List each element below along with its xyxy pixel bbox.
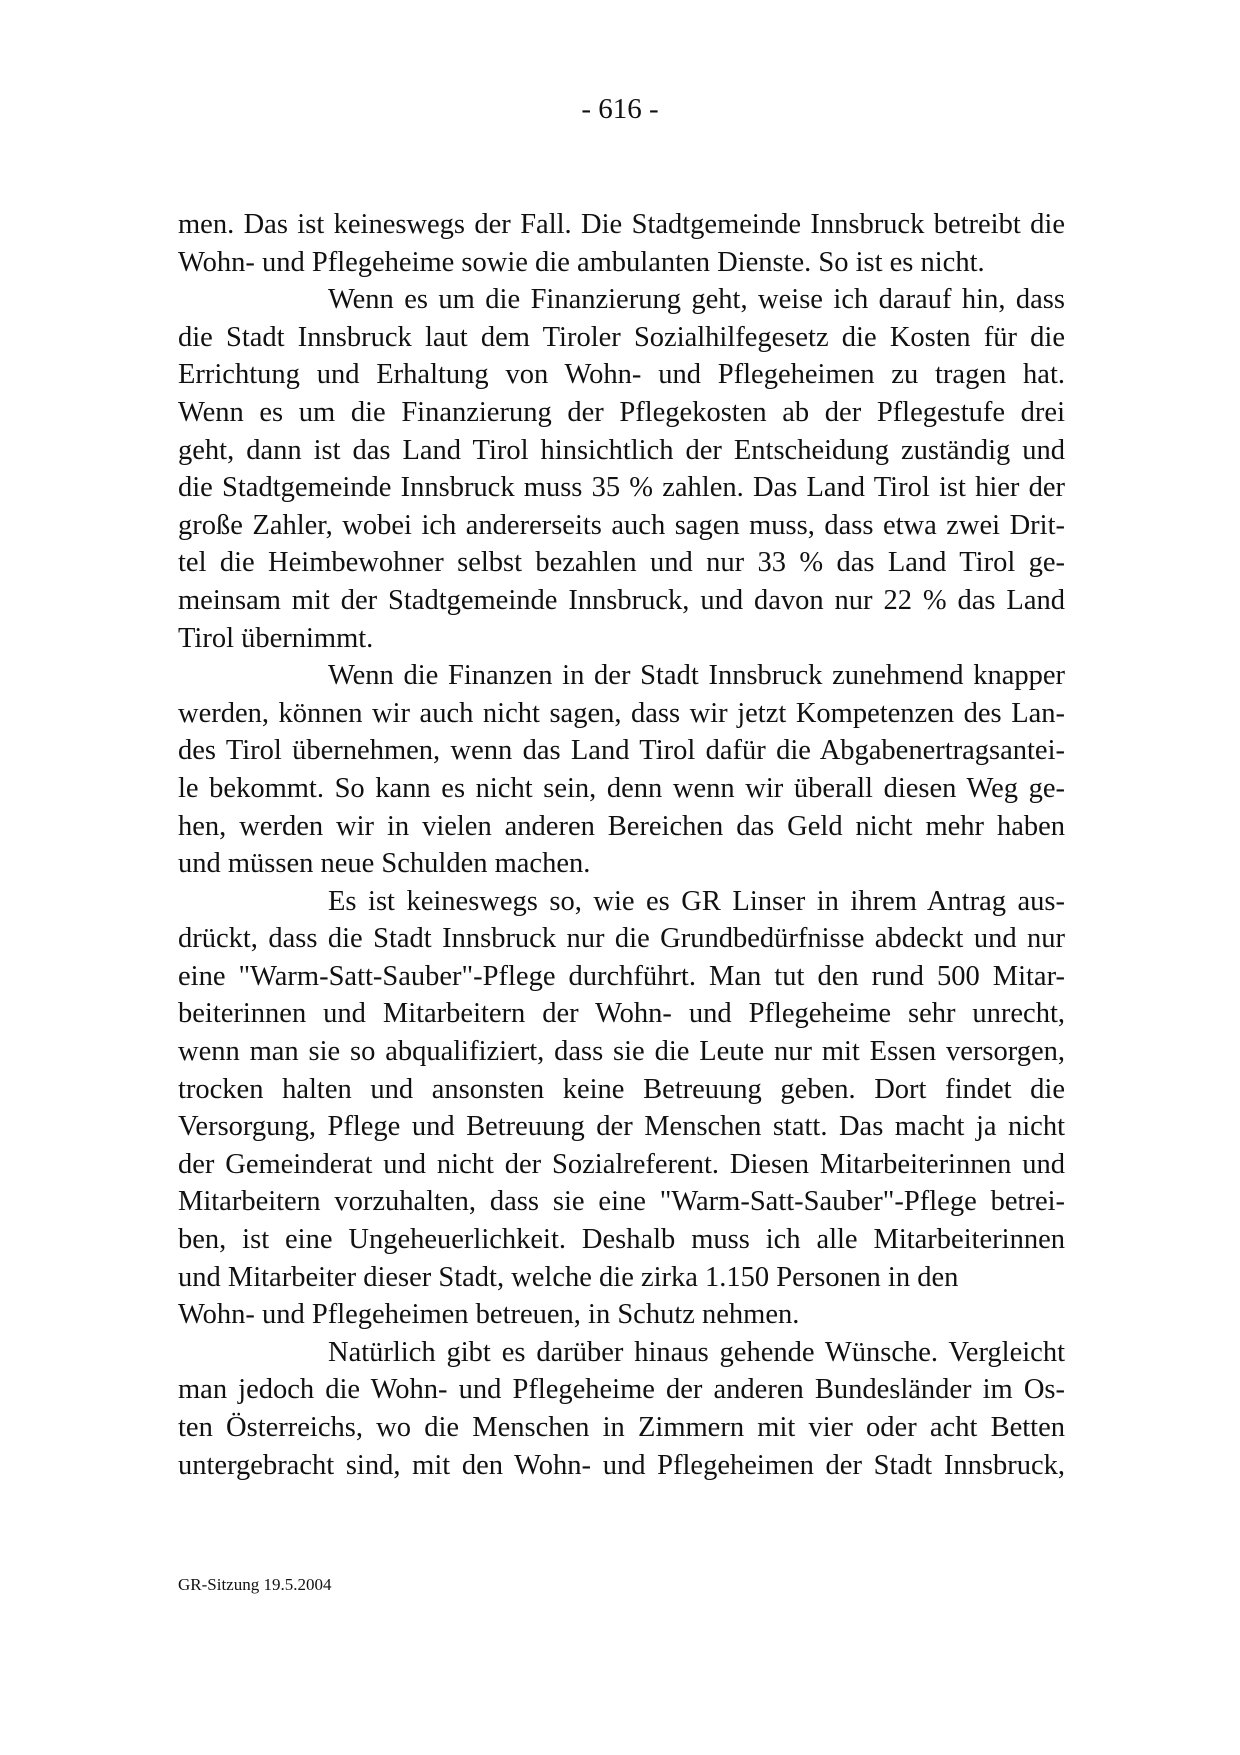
text-line: werden, können wir auch nicht sagen, dass wir jetzt Kompetenzen des Lan- [178, 697, 1065, 729]
text-line: ten Österreichs, wo die Menschen in Zimmern mit vier oder acht Betten [178, 1412, 1065, 1443]
text-line: wenn man sie so abqualifiziert, dass sie die Leute nur mit Essen versorgen, [178, 1036, 1065, 1068]
body-text [178, 206, 1065, 1484]
text-line: große Zahler, wobei ich andererseits auch sagen muss, dass etwa zwei Drit- [178, 509, 1065, 541]
text-line: Wenn es um die Finanzierung der Pflegekosten ab der Pflegestufe drei [178, 396, 1065, 428]
text-line: Wohn- und Pflegeheimen betreuen, in Schutz nehmen. [178, 1299, 800, 1331]
text-line: und müssen neue Schulden machen. [178, 848, 591, 880]
text-line: beiterinnen und Mitarbeitern der Wohn- und Pflegeheime sehr unrecht, [178, 998, 1065, 1030]
text-line: hen, werden wir in vielen anderen Bereichen das Geld nicht mehr haben [178, 810, 1065, 842]
text-line: men. Das ist keineswegs der Fall. Die Stadtgemeinde Innsbruck betreibt die [178, 209, 1065, 240]
paragraph-start-line: Es ist keineswegs so, wie es GR Linser in ihrem Antrag aus- [328, 885, 1065, 917]
text-line: die Stadt Innsbruck laut dem Tiroler Sozialhilfegesetz die Kosten für die [178, 321, 1065, 353]
text-line: tel die Heimbewohner selbst bezahlen und nur 33 % das Land Tirol ge- [178, 547, 1065, 579]
text-line: eine "Warm-Satt-Sauber"-Pflege durchführt. Man tut den rund 500 Mitar- [178, 960, 1065, 992]
text-line: drückt, dass die Stadt Innsbruck nur die Grundbedürfnisse abdeckt und nur [178, 923, 1065, 955]
text-line: und Mitarbeiter dieser Stadt, welche die zirka 1.150 Personen in den [178, 1261, 959, 1293]
text-line: der Gemeinderat und nicht der Sozialreferent. Diesen Mitarbeiterinnen und [178, 1148, 1065, 1180]
text-line: le bekommt. So kann es nicht sein, denn wenn wir überall diesen Weg ge- [178, 772, 1065, 804]
paragraph-start-line: Natürlich gibt es darüber hinaus gehende Wünsche. Vergleicht [328, 1336, 1065, 1368]
text-line: meinsam mit der Stadtgemeinde Innsbruck, und davon nur 22 % das Land [178, 584, 1065, 616]
text-line: die Stadtgemeinde Innsbruck muss 35 % zahlen. Das Land Tirol ist hier der [178, 472, 1065, 504]
text-line: des Tirol übernehmen, wenn das Land Tirol dafür die Abgabenertragsantei- [178, 735, 1065, 767]
text-line: Tirol übernimmt. [178, 622, 374, 654]
paragraph-start-line: Wenn es um die Finanzierung geht, weise ich darauf hin, dass [328, 284, 1065, 316]
footer-session-date: GR-Sitzung 19.5.2004 [178, 1575, 332, 1594]
text-line: Errichtung und Erhaltung von Wohn- und Pflegeheimen zu tragen hat. [178, 359, 1065, 391]
text-line: Versorgung, Pflege und Betreuung der Menschen statt. Das macht ja nicht [178, 1111, 1065, 1143]
text-line: Mitarbeitern vorzuhalten, dass sie eine "Warm-Satt-Sauber"-Pflege betrei- [178, 1186, 1065, 1218]
text-line: trocken halten und ansonsten keine Betreuung geben. Dort findet die [178, 1073, 1065, 1105]
text-line: untergebracht sind, mit den Wohn- und Pflegeheimen der Stadt Innsbruck, [178, 1449, 1065, 1481]
paragraph-start-line: Wenn die Finanzen in der Stadt Innsbruck zunehmend knapper [328, 660, 1065, 692]
page-number: - 616 - [581, 93, 659, 125]
text-line: Wohn- und Pflegeheime sowie die ambulanten Dienste. So ist es nicht. [178, 246, 985, 278]
text-line: man jedoch die Wohn- und Pflegeheime der anderen Bundesländer im Os- [178, 1374, 1065, 1406]
text-line: geht, dann ist das Land Tirol hinsichtlich der Entscheidung zuständig und [178, 434, 1065, 466]
text-line: ben, ist eine Ungeheuerlichkeit. Deshalb muss ich alle Mitarbeiterinnen [178, 1224, 1065, 1256]
